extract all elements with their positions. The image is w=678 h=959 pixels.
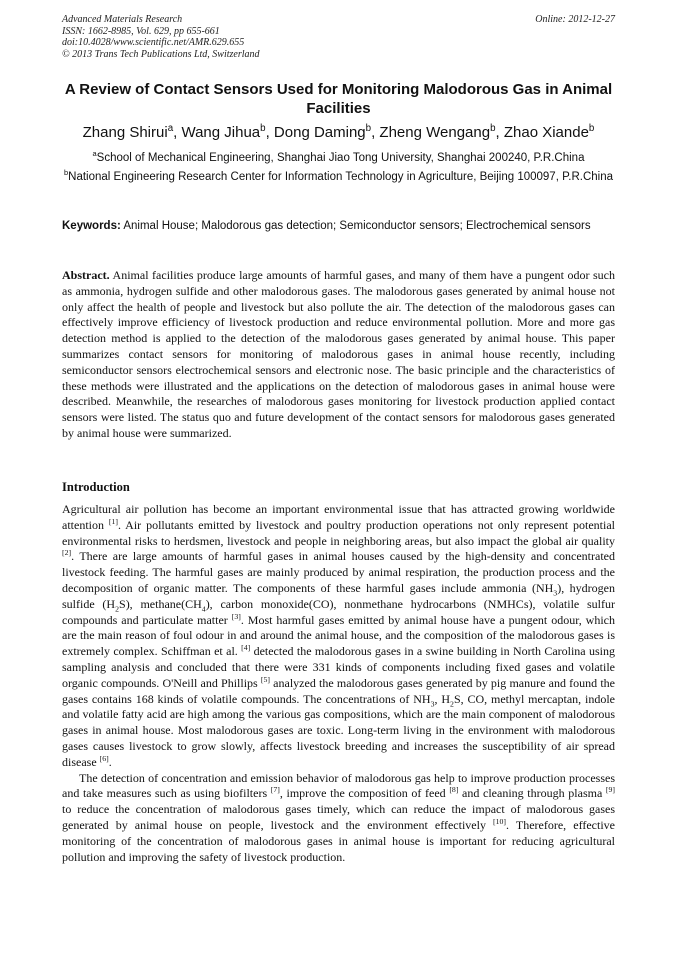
author-affiliation-mark: a bbox=[167, 123, 174, 134]
text-run: and cleaning through plasma bbox=[458, 786, 606, 801]
introduction-paragraph bbox=[62, 502, 615, 771]
keywords-label: Keywords: bbox=[62, 220, 121, 232]
abstract-text: Animal facilities produce large amounts of harmful gases, and many of them have a pungent odor such as ammonia, hydrogen sulfide and other malodorous gases. The malodorous gases generated by animal house not only affect the health of people and livestock but also pollute the air. The detection of the malodorous gases can effectively improve efficiency of livestock production and reduce environmental pollution. More and more gas detection method is applied to the detection of the malodorous gases generated by animal house. This paper summarizes contact sensors for monitoring of malodorous gases in animal house recently, including semiconductor sensors electrochemical sensors and electronic nose. The basic principle and the characteristics of these methods were illustrated and the applications on the detection of malodorous gases in animal house were described. Meanwhile, the researches of malodorous gases monitoring for livestock production applied contact sensors were listed. The status quo and future development of the contact sensors for malodorous gases generated by animal house were summarized. bbox=[62, 268, 615, 440]
keywords bbox=[62, 219, 615, 234]
paper-title: A Review of Contact Sensors Used for Monitoring Malodorous Gas in Animal Facilities bbox=[64, 81, 613, 117]
affiliation-mark: b bbox=[63, 168, 69, 178]
affiliation-text: National Engineering Research Center for Information Technology in Agriculture, Beijing 100097, P.R.China bbox=[68, 171, 614, 183]
online-date: Online: 2012-12-27 bbox=[535, 14, 615, 25]
keywords-text: Animal House; Malodorous gas detection; Semiconductor sensors; Electrochemical sensors bbox=[123, 220, 591, 232]
introduction-paragraph bbox=[62, 771, 615, 866]
text-run: ), hydrogen sulfide (H bbox=[62, 580, 615, 611]
affiliation-text: School of Mechanical Engineering, Shanghai Jiao Tong University, Shanghai 200240, P.R.China bbox=[96, 152, 585, 164]
citation-ref: [3] bbox=[231, 611, 241, 621]
citation-ref: [8] bbox=[449, 785, 459, 795]
text-run: , improve the composition of feed bbox=[279, 786, 450, 801]
journal-header bbox=[62, 14, 260, 60]
affiliation-b bbox=[62, 169, 615, 185]
text-run: analyzed the malodorous gases generated by pig manure and found the gases contains 168 kinds of volatile compounds. The concentrations of NH bbox=[62, 675, 615, 706]
text-run: ), carbon monoxide(CO), nonmethane hydrocarbons (NMHCs), volatile sulfur compounds and particulate matter bbox=[62, 596, 616, 627]
text-run: to reduce the concentration of malodorous gases timely, which can reduce the impact of malodorous gases generated by animal house on people, livestock and the environment effectively bbox=[62, 802, 615, 832]
issn-line: ISSN: 1662-8985, Vol. 629, pp 655-661 bbox=[62, 25, 220, 37]
text-run: Agricultural air pollution has become an important environmental issue that has attracted growing worldwide attention bbox=[62, 502, 615, 532]
citation-ref: [2] bbox=[62, 548, 72, 558]
subscript: 2 bbox=[115, 604, 120, 614]
subscript: 3 bbox=[430, 698, 435, 708]
affiliation-mark: a bbox=[92, 149, 97, 159]
introduction-body bbox=[62, 502, 615, 865]
text-run: S, CO, methyl mercaptan, indole and volatile fatty acid are high among the various gas compositions, which are the main component of malodorous gases in animal house. Most malodorous gases are toxic. Long-term living in the environment with malodorous gases causes livestock to grow slowly, affects livestock breeding and increases the susceptibility of air spread disease bbox=[62, 691, 615, 769]
author-name: Dong Daming bbox=[273, 124, 366, 141]
subscript: 3 bbox=[553, 588, 558, 598]
author-affiliation-mark: b bbox=[588, 123, 595, 134]
text-run: , H bbox=[434, 691, 451, 706]
text-run: . Therefore, effective monitoring of the concentration of malodorous gases in animal house is important for reducing agricultural pollution and improving the safety of livestock production. bbox=[62, 817, 615, 864]
abstract bbox=[62, 268, 615, 442]
citation-ref: [10] bbox=[493, 816, 507, 826]
text-run: . bbox=[108, 754, 112, 769]
abstract-label: Abstract. bbox=[62, 268, 110, 282]
author-name: Zhao Xiande bbox=[503, 124, 589, 141]
citation-ref: [5] bbox=[260, 674, 270, 684]
subscript: 2 bbox=[450, 698, 454, 708]
author-affiliation-mark: b bbox=[260, 123, 266, 134]
text-run: . There are large amounts of harmful gases in animal houses caused by the high-density and concentrated livestock feeding. The harmful gases are mainly produced by animal respiration, the production process and the decomposition of organic matter. The components of these harmful gases include ammonia (NH bbox=[62, 549, 615, 595]
author-name: Wang Jihua bbox=[181, 124, 261, 141]
citation-ref: [7] bbox=[270, 785, 280, 795]
subscript: 4 bbox=[201, 604, 206, 614]
journal-name: Advanced Materials Research bbox=[62, 14, 183, 25]
text-run: . Most harmful gases emitted by animal house have a pungent odour, which are the main reason of foul odour in and around the animal house, and the composition of the malodorous gases is extremely complex. Schiffman et al. bbox=[62, 612, 615, 659]
section-heading-introduction: Introduction bbox=[62, 480, 130, 494]
citation-ref: [4] bbox=[241, 643, 251, 653]
author-name: Zheng Wengang bbox=[379, 124, 491, 141]
author-affiliation-mark: b bbox=[490, 123, 496, 134]
citation-ref: [9] bbox=[605, 785, 616, 795]
text-run: detected the malodorous gases in a swine building in North Carolina using sampling analysis and concluded that there were 331 kinds of components including fixed gases and volatile organic compounds. O'Neill and Phillips bbox=[62, 644, 615, 690]
text-run: The detection of concentration and emission behavior of malodorous gas help to improve production processes and take measures such as using biofilters bbox=[62, 770, 615, 801]
text-run: . Air pollutants emitted by livestock and poultry production operations not only represent potential environmental risks to herdsmen, livestock and people in neighboring areas, but also impact the global air quality bbox=[62, 517, 615, 548]
author-affiliation-mark: b bbox=[365, 123, 372, 134]
author-name: Zhang Shirui bbox=[82, 124, 168, 141]
author-list: Zhang Shirui$^a$, Wang Jihua$^b$, Dong Daming$^b$, Zheng Wengang$^b$, Zhao Xiande$^b$ bbox=[82, 123, 595, 141]
doi-line: doi:10.4028/www.scientific.net/AMR.629.655 bbox=[62, 37, 245, 48]
citation-ref: [1] bbox=[108, 516, 118, 526]
copyright-line: © 2013 Trans Tech Publications Ltd, Switzerland bbox=[62, 48, 260, 60]
text-run: S), methane(CH bbox=[119, 596, 202, 611]
citation-ref: [6] bbox=[99, 753, 109, 763]
affiliation-a bbox=[62, 150, 615, 166]
